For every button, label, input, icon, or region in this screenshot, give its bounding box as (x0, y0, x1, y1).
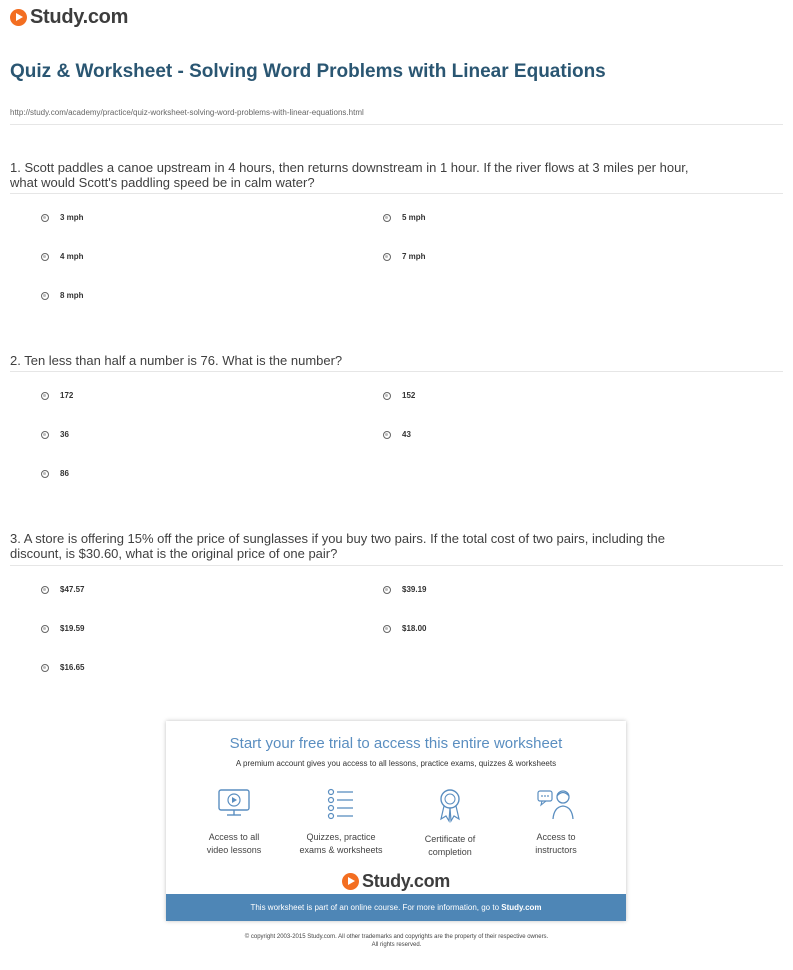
instructor-icon (536, 787, 576, 821)
question-3: 3. A store is offering 15% off the price of sunglasses if you buy two pairs. If the total cost of two pairs, including the discount, is $30.60, what is the original price of one pair? (10, 531, 665, 561)
answer-option[interactable] (41, 469, 69, 478)
answer-option[interactable] (383, 430, 411, 439)
feature-label: Certificate of completion (424, 834, 476, 857)
radio-icon[interactable] (383, 586, 391, 594)
promo-bar-text: This worksheet is part of an online course. For more information, go to (250, 903, 502, 912)
radio-icon[interactable] (41, 625, 49, 633)
play-circle-icon (342, 873, 359, 890)
feature-label: Access to all video lessons (206, 832, 262, 855)
question-2: 2. Ten less than half a number is 76. What is the number? (10, 353, 343, 368)
free-trial-promo[interactable] (166, 721, 626, 921)
feature-label: Quizzes, practice exams & worksheets (299, 832, 383, 855)
answer-label: $39.19 (402, 585, 427, 594)
answer-label: $18.00 (402, 624, 427, 633)
divider (10, 565, 783, 566)
feature-certificate (400, 787, 500, 859)
radio-icon[interactable] (41, 431, 49, 439)
answer-option[interactable] (41, 291, 84, 300)
promo-bar-link[interactable]: Study.com (501, 903, 542, 912)
divider (10, 193, 783, 194)
answer-label: 172 (60, 391, 74, 400)
answer-label: 86 (60, 469, 69, 478)
answer-label: 152 (402, 391, 416, 400)
feature-video-lessons (184, 787, 284, 857)
copyright-line: All rights reserved. (371, 942, 422, 948)
radio-icon[interactable] (383, 431, 391, 439)
video-lesson-icon (216, 787, 252, 821)
answer-option[interactable] (41, 585, 84, 594)
answer-option[interactable] (383, 213, 426, 222)
radio-icon[interactable] (41, 470, 49, 478)
radio-icon[interactable] (383, 253, 391, 261)
certificate-icon (432, 787, 468, 823)
radio-icon[interactable] (41, 292, 49, 300)
radio-icon[interactable] (41, 214, 49, 222)
radio-icon[interactable] (41, 586, 49, 594)
feature-instructors (506, 787, 606, 857)
radio-icon[interactable] (383, 625, 391, 633)
promo-subtitle: A premium account gives you access to all lessons, practice exams, quizzes & worksheets (235, 759, 557, 768)
feature-quizzes (291, 787, 391, 857)
promo-study-logo[interactable] (166, 871, 626, 892)
answer-label: 8 mph (60, 291, 84, 300)
divider (10, 124, 783, 125)
page-title: Quiz & Worksheet - Solving Word Problems with Linear Equations (10, 61, 606, 82)
radio-icon[interactable] (383, 392, 391, 400)
radio-icon[interactable] (41, 664, 49, 672)
answer-option[interactable] (41, 624, 84, 633)
radio-icon[interactable] (41, 253, 49, 261)
answer-option[interactable] (41, 391, 73, 400)
answer-option[interactable] (41, 213, 84, 222)
answer-label: $47.57 (60, 585, 85, 594)
answer-option[interactable] (383, 624, 426, 633)
question-1: 1. Scott paddles a canoe upstream in 4 hours, then returns downstream in 1 hour. If the river flows at 3 miles per hour, what would Scott's paddling speed be in calm water? (10, 160, 689, 190)
answer-label: 4 mph (60, 252, 84, 261)
logo-text: Study.com (362, 871, 450, 891)
answer-option[interactable] (383, 585, 426, 594)
copyright (150, 933, 643, 949)
answer-option[interactable] (41, 430, 69, 439)
answer-label: 36 (60, 430, 69, 439)
answer-label: 7 mph (402, 252, 426, 261)
promo-title[interactable]: Start your free trial to access this entire worksheet (229, 735, 563, 752)
answer-label: 43 (402, 430, 411, 439)
answer-option[interactable] (41, 663, 84, 672)
feature-label: Access to instructors (535, 832, 577, 855)
answer-label: $16.65 (60, 663, 85, 672)
radio-icon[interactable] (41, 392, 49, 400)
answer-option[interactable] (41, 252, 84, 261)
play-circle-icon (10, 9, 27, 26)
answer-option[interactable] (383, 391, 415, 400)
copyright-line: © copyright 2003-2015 Study.com. All other trademarks and copyrights are the property of their respective owners. (244, 934, 549, 940)
logo-text: Study.com (30, 6, 129, 28)
study-logo[interactable] (10, 6, 128, 29)
answer-label: 5 mph (402, 213, 426, 222)
radio-icon[interactable] (383, 214, 391, 222)
page-url: http://study.com/academy/practice/quiz-worksheet-solving-word-problems-with-linear-equations.html (10, 108, 364, 117)
divider (10, 371, 783, 372)
answer-label: $19.59 (60, 624, 85, 633)
answer-option[interactable] (383, 252, 426, 261)
answer-label: 3 mph (60, 213, 84, 222)
quiz-list-icon (323, 787, 359, 821)
promo-bar (166, 894, 626, 921)
